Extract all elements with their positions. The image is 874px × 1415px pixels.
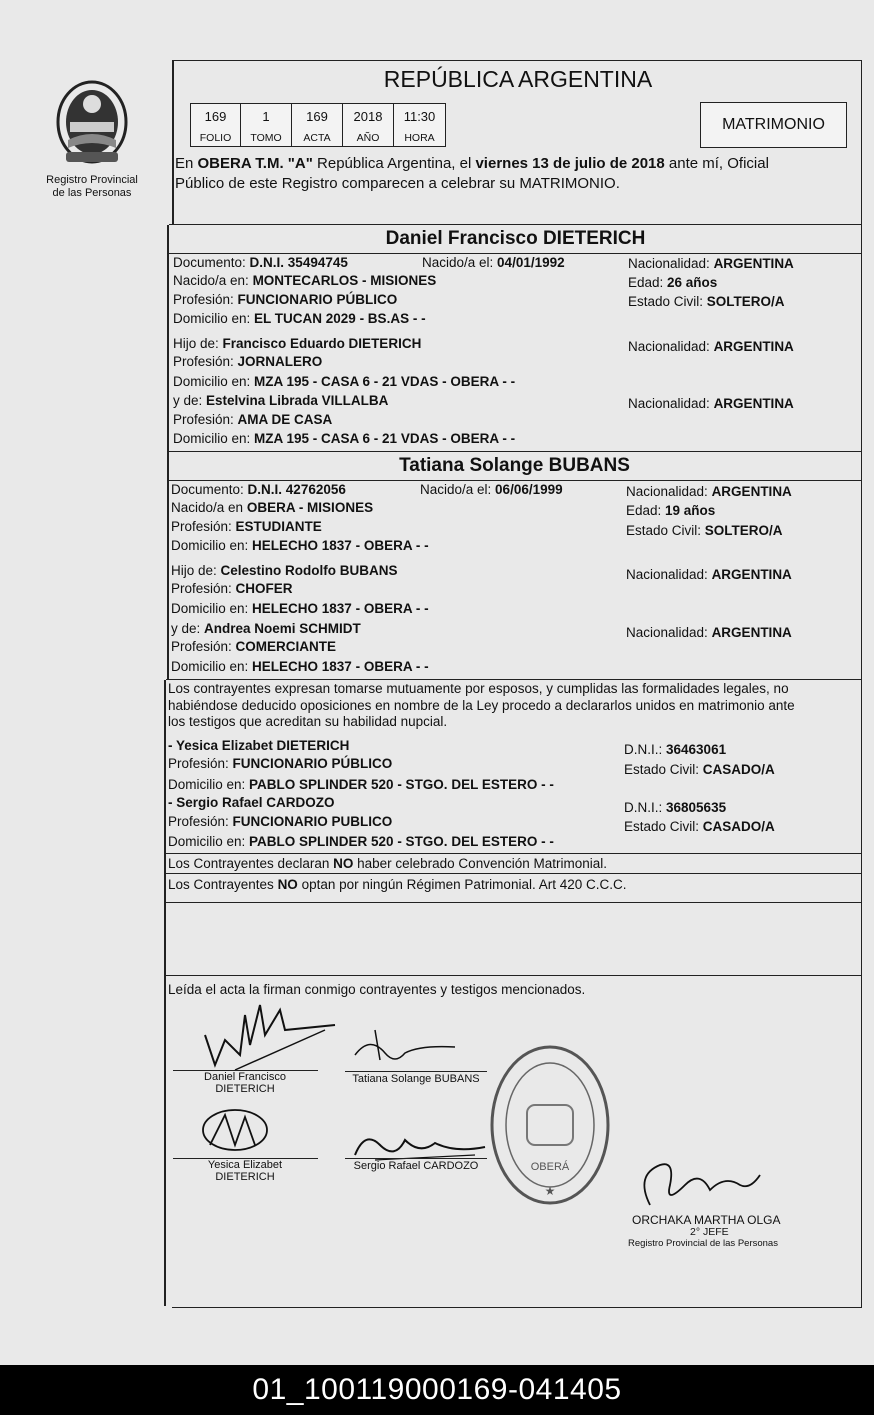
groom-document: D.N.I. 35494745 bbox=[249, 255, 348, 270]
registry-caption-line1: Registro Provincial bbox=[46, 174, 138, 186]
intro-line2: Público de este Registro comparecen a celebrar su MATRIMONIO. bbox=[175, 175, 620, 192]
intro-part1: En bbox=[175, 155, 198, 172]
intro-date: viernes 13 de julio de 2018 bbox=[475, 155, 665, 172]
bride-birthplace: OBERA - MISIONES bbox=[246, 500, 374, 515]
convention-line1: Los Contrayentes declaran NO haber celebrado Convención Matrimonial. bbox=[168, 856, 607, 871]
groom-sig-name2: DIETERICH bbox=[215, 1083, 275, 1095]
convention-line2: Los Contrayentes NO optan por ningún Régimen Patrimonial. Art 420 C.C.C. bbox=[168, 877, 627, 892]
groom-profession: FUNCIONARIO PÚBLICO bbox=[237, 292, 398, 307]
year-value: 2018 bbox=[342, 103, 394, 131]
groom-father-nationality: ARGENTINA bbox=[713, 339, 794, 354]
folio-value: 169 bbox=[190, 103, 241, 131]
groom-father-profession: JORNALERO bbox=[237, 354, 323, 369]
bride-sig-name: Tatiana Solange BUBANS bbox=[352, 1073, 480, 1085]
intro-part2: República Argentina, el bbox=[312, 155, 476, 172]
bride-father-profession: CHOFER bbox=[235, 581, 293, 596]
bride-father: Celestino Rodolfo BUBANS bbox=[220, 563, 398, 578]
svg-text:★: ★ bbox=[544, 1184, 556, 1198]
province-seal-logo bbox=[50, 78, 134, 170]
bride-mother-address: HELECHO 1837 - OBERA - - bbox=[252, 659, 429, 674]
witness1-sig-name1: Yesica Elizabet bbox=[207, 1159, 283, 1171]
declaration-line1: Los contrayentes expresan tomarse mutuamente por esposos, y cumplidas las formalidades legales, no bbox=[168, 681, 789, 696]
groom-mother-address: MZA 195 - CASA 6 - 21 VDAS - OBERA - - bbox=[254, 431, 516, 446]
page-title: REPÚBLICA ARGENTINA bbox=[383, 66, 653, 92]
intro-part3: ante mí, Oficial bbox=[664, 155, 769, 172]
declaration-line2: habiéndose deducido oposiciones en nombre de la Ley procedo a declararlos unidos en matrimonio ante bbox=[168, 697, 795, 713]
groom-nationality: ARGENTINA bbox=[713, 256, 794, 271]
witness1-dni: 36463061 bbox=[666, 742, 727, 757]
bride-civil-status: SOLTERO/A bbox=[704, 523, 783, 538]
bride-nationality: ARGENTINA bbox=[711, 484, 792, 499]
stamp-place: OBERÁ bbox=[530, 1161, 570, 1173]
witness2-dni: 36805635 bbox=[666, 800, 727, 815]
bride-mother-nationality: ARGENTINA bbox=[711, 625, 792, 640]
witness1-address: PABLO SPLINDER 520 - STGO. DEL ESTERO - - bbox=[249, 777, 554, 792]
groom-mother-nationality: ARGENTINA bbox=[713, 396, 794, 411]
groom-mother-profession: AMA DE CASA bbox=[237, 412, 333, 427]
official-org: Registro Provincial de las Personas bbox=[628, 1238, 778, 1249]
witness2-civil-status: CASADO/A bbox=[702, 819, 775, 834]
acta-value: 169 bbox=[291, 103, 343, 131]
declaration-text bbox=[168, 681, 860, 731]
hour-value: 11:30 bbox=[393, 103, 446, 131]
folio-label: FOLIO bbox=[190, 130, 241, 147]
witness1-civil-status: CASADO/A bbox=[702, 762, 775, 777]
bride-father-nationality: ARGENTINA bbox=[711, 567, 792, 582]
tomo-value: 1 bbox=[240, 103, 292, 131]
official-title: 2° JEFE bbox=[690, 1226, 729, 1238]
groom-civil-status: SOLTERO/A bbox=[706, 294, 785, 309]
groom-father-address: MZA 195 - CASA 6 - 21 VDAS - OBERA - - bbox=[254, 374, 516, 389]
hour-label: HORA bbox=[393, 130, 446, 147]
groom-sig-name1: Daniel Francisco bbox=[204, 1071, 286, 1083]
document-code: 01_100119000169-041405 bbox=[0, 1365, 874, 1415]
bride-age: 19 años bbox=[665, 503, 716, 518]
registry-stamp bbox=[485, 1040, 615, 1210]
bride-address: HELECHO 1837 - OBERA - - bbox=[252, 538, 429, 553]
witness2-address: PABLO SPLINDER 520 - STGO. DEL ESTERO - - bbox=[249, 834, 554, 849]
witness1-name: - Yesica Elizabet DIETERICH bbox=[168, 738, 350, 753]
official-name: ORCHAKA MARTHA OLGA bbox=[632, 1213, 781, 1227]
acta-label: ACTA bbox=[291, 130, 343, 147]
witness2-sig-name: Sergio Rafael CARDOZO bbox=[353, 1160, 479, 1172]
groom-name: Daniel Francisco DIETERICH bbox=[385, 228, 646, 249]
declaration-line3: los testigos que acreditan su habilidad nupcial. bbox=[168, 714, 448, 729]
intro-place: OBERA T.M. "A" bbox=[197, 155, 313, 172]
bride-profession: ESTUDIANTE bbox=[235, 519, 322, 534]
registry-caption-line2: de las Personas bbox=[52, 187, 132, 199]
groom-father: Francisco Eduardo DIETERICH bbox=[222, 336, 422, 351]
closing-text: Leída el acta la firman conmigo contrayentes y testigos mencionados. bbox=[168, 982, 586, 997]
witness2-profession: FUNCIONARIO PUBLICO bbox=[232, 814, 393, 829]
registry-caption bbox=[36, 174, 148, 200]
groom-birthdate: 04/01/1992 bbox=[497, 255, 565, 270]
bride-mother-profession: COMERCIANTE bbox=[235, 639, 337, 654]
intro-text bbox=[175, 154, 865, 194]
bride-mother: Andrea Noemi SCHMIDT bbox=[204, 621, 361, 636]
year-label: AÑO bbox=[342, 130, 394, 147]
bride-document: D.N.I. 42762056 bbox=[247, 482, 346, 497]
record-type-box: MATRIMONIO bbox=[700, 102, 847, 148]
bride-father-address: HELECHO 1837 - OBERA - - bbox=[252, 601, 429, 616]
tomo-label: TOMO bbox=[240, 130, 292, 147]
bride-birthdate: 06/06/1999 bbox=[495, 482, 563, 497]
groom-birthplace: MONTECARLOS - MISIONES bbox=[252, 273, 437, 288]
bride-name: Tatiana Solange BUBANS bbox=[399, 455, 630, 476]
groom-mother: Estelvina Librada VILLALBA bbox=[206, 393, 389, 408]
groom-address: EL TUCAN 2029 - BS.AS - - bbox=[254, 311, 426, 326]
witness1-sig-name2: DIETERICH bbox=[215, 1171, 275, 1183]
witness2-name: - Sergio Rafael CARDOZO bbox=[168, 795, 335, 810]
groom-age: 26 años bbox=[667, 275, 718, 290]
witness1-profession: FUNCIONARIO PÚBLICO bbox=[232, 756, 393, 771]
